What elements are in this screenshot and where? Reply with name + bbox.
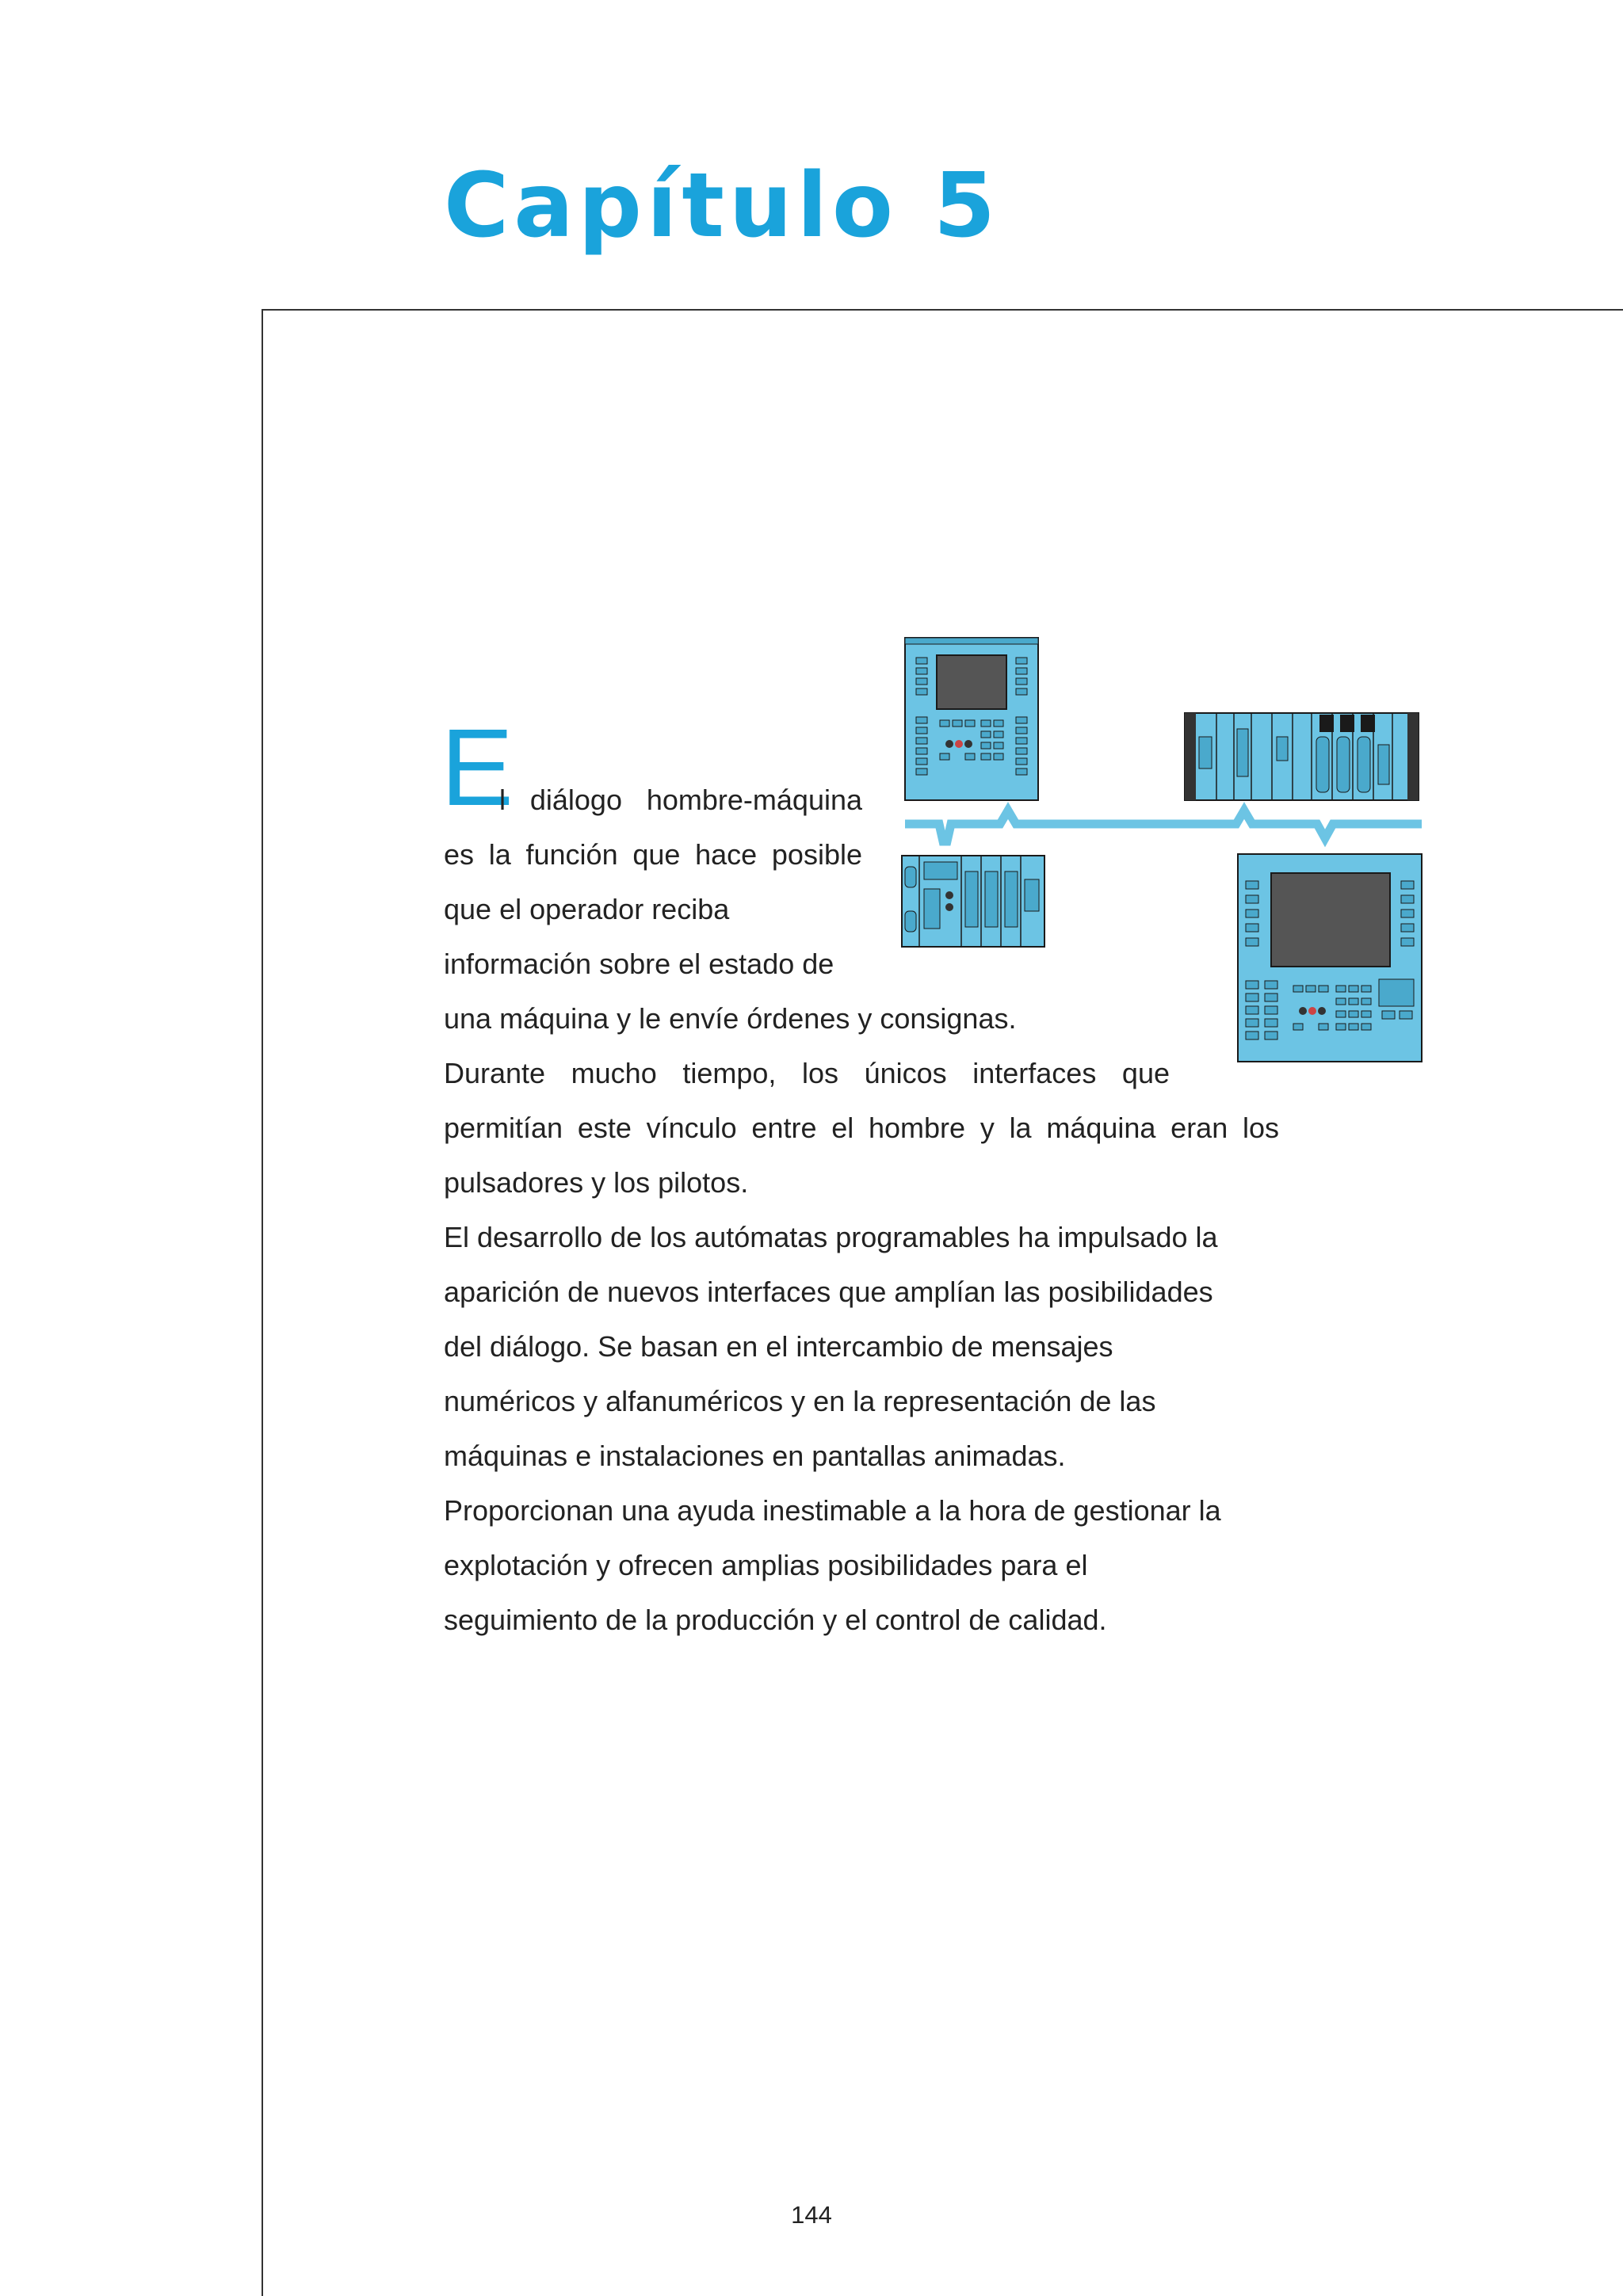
frame-left-border [262,309,263,2296]
chapter-title: Capítulo 5 [444,154,1000,257]
text-line: permitían este vínculo entre el hombre y la máquina eran los [444,1112,1279,1144]
operator-terminal-large-icon [1238,854,1422,1062]
frame-top-border [262,309,1623,311]
text-line: l diálogo hombre-máquina [499,784,862,816]
text-line: que el operador reciba [444,893,730,925]
text-line: es la función que hace posible [444,838,862,871]
text-line: aparición de nuevos interfaces que amplían las posibilidades [444,1276,1213,1308]
automation-network-illustration [896,634,1426,1070]
text-line: El desarrollo de los autómatas programables ha impulsado la [444,1221,1218,1253]
plc-rack-icon [1185,713,1419,800]
text-line: explotación y ofrecen amplias posibilidades para el [444,1549,1088,1581]
text-line: una máquina y le envíe órdenes y consignas. [444,1002,1017,1035]
plc-modular-icon [902,856,1044,947]
text-line: del diálogo. Se basan en el intercambio de mensajes [444,1330,1113,1363]
drop-cap: E [441,707,514,829]
text-line: numéricos y alfanuméricos y en la representación de las [444,1385,1156,1417]
text-line: seguimiento de la producción y el control de calidad. [444,1604,1107,1636]
network-line [905,810,1422,841]
text-line: máquinas e instalaciones en pantallas animadas. [444,1440,1066,1472]
text-line: Durante mucho tiempo, los únicos interfaces que [444,1057,1170,1089]
page-number: 144 [791,2201,832,2229]
operator-terminal-small-icon [905,638,1038,800]
text-line: Proporcionan una ayuda inestimable a la hora de gestionar la [444,1494,1221,1527]
text-line: pulsadores y los pilotos. [444,1166,749,1199]
text-line: información sobre el estado de [444,948,834,980]
